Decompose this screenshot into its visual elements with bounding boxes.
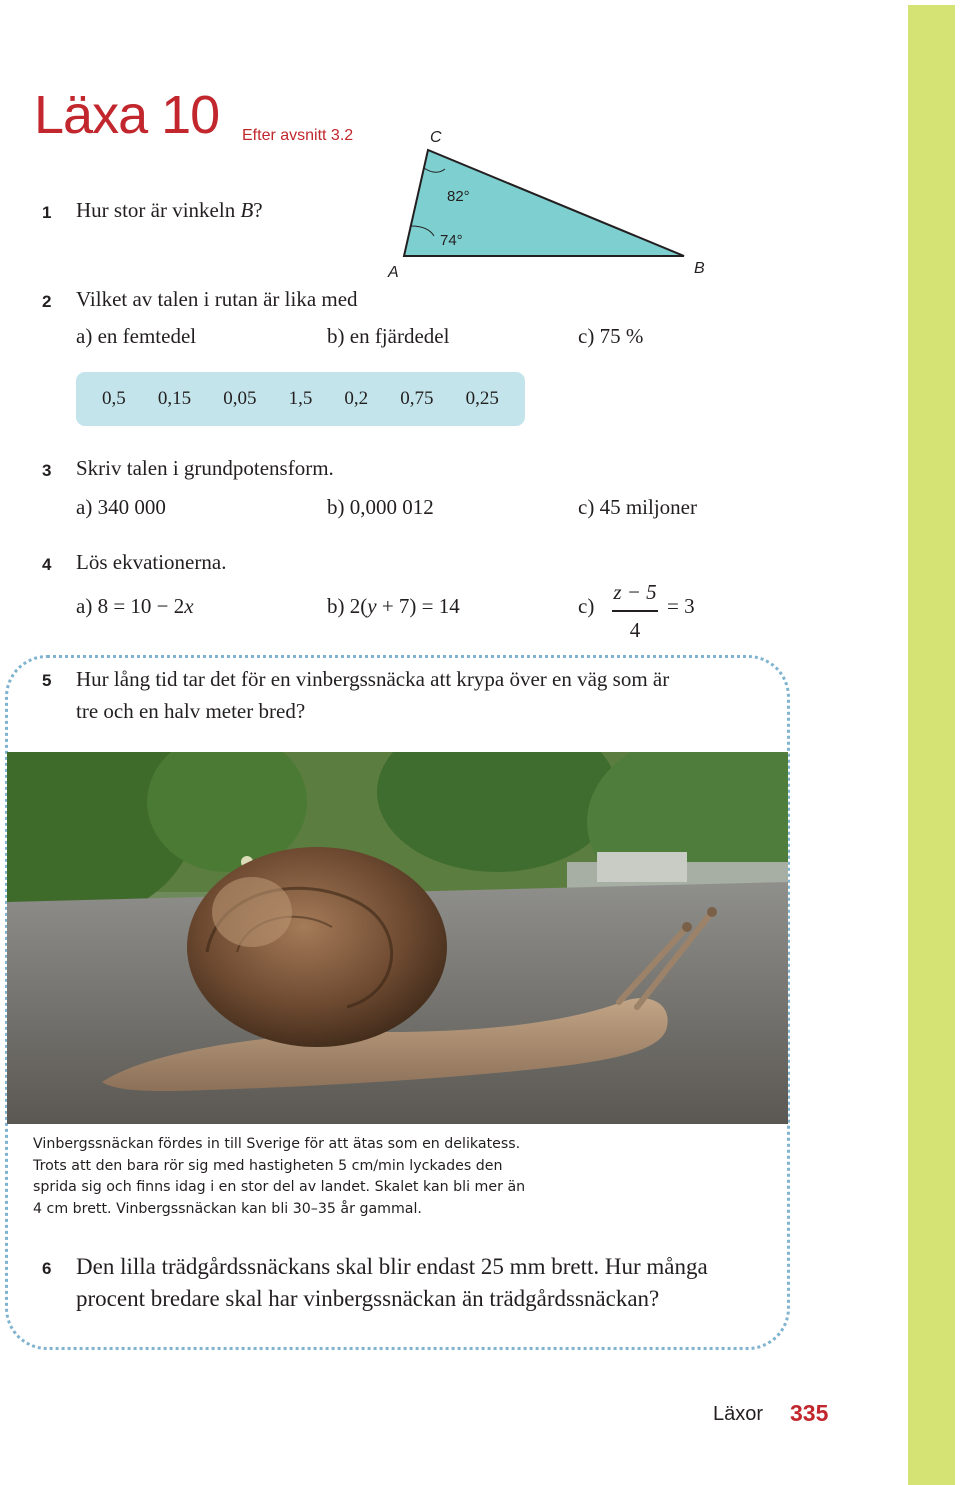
question-2-part-c: c) 75 % <box>578 324 644 348</box>
question-3-part-a: a) 340 000 <box>76 495 166 519</box>
angle-a-label: 74° <box>440 232 463 249</box>
question-1-text-end: ? <box>253 198 263 222</box>
vertex-a-label: A <box>388 264 399 280</box>
fraction <box>612 582 658 641</box>
equation-a-text: a) 8 = 10 − 2 <box>76 594 185 618</box>
number-box <box>76 372 525 426</box>
box-value: 0,75 <box>400 388 434 409</box>
box-value: 0,05 <box>223 388 257 409</box>
question-3-part-c: c) 45 miljoner <box>578 495 697 519</box>
footer-section-label: Läxor <box>713 1403 764 1425</box>
question-1-text <box>76 200 263 221</box>
question-4-part-b <box>327 596 460 617</box>
angle-c-label: 82° <box>447 188 470 205</box>
question-6-line-1: Den lilla trädgårdssnäckans skal blir endast 25 mm brett. Hur många <box>76 1254 708 1279</box>
question-5-line-1: Hur lång tid tar det för en vinbergssnäcka att krypa över en väg som är <box>76 667 670 691</box>
side-color-strip <box>908 5 955 1485</box>
question-2-number: 2 <box>42 292 52 311</box>
triangle-figure <box>380 120 720 280</box>
vertex-b-label: B <box>694 260 705 277</box>
question-2-part-b: b) en fjärdedel <box>327 324 450 348</box>
fraction-denominator: 4 <box>629 617 641 642</box>
equation-c-rhs: = 3 <box>667 594 695 618</box>
snail-photo <box>7 752 788 1124</box>
box-value: 0,5 <box>102 388 126 409</box>
question-5-line-2: tre och en halv meter bred? <box>76 699 306 723</box>
question-2-text: Vilket av talen i rutan är lika med <box>76 287 358 311</box>
page-title: Läxa 10 <box>34 85 220 145</box>
question-2-part-a: a) en femtedel <box>76 324 197 348</box>
question-5-number: 5 <box>42 671 52 690</box>
page-subtitle: Efter avsnitt 3.2 <box>242 127 354 144</box>
box-value: 0,15 <box>157 388 192 409</box>
equation-b-rest: + 7) = 14 <box>376 594 460 618</box>
fraction-numerator: z − 5 <box>613 580 657 604</box>
equation-b-text: b) 2( <box>327 594 368 618</box>
question-3-number: 3 <box>42 461 52 480</box>
question-4-part-c-label: c) <box>578 594 595 618</box>
caption-line: sprida sig och finns idag i en stor del av landet. Skalet kan bli mer än <box>33 1179 526 1195</box>
equation-a-variable: x <box>184 594 194 618</box>
vertex-c-label: C <box>430 129 442 146</box>
question-4-part-a <box>76 596 194 617</box>
question-3-part-b: b) 0,000 012 <box>327 495 434 519</box>
question-6-number: 6 <box>42 1259 52 1278</box>
question-3-text: Skriv talen i grundpotensform. <box>76 456 334 480</box>
box-value: 1,5 <box>288 388 313 409</box>
question-4-number: 4 <box>42 555 52 574</box>
question-6-line-2: procent bredare skal har vinbergssnäckan än trädgårdssnäckan? <box>76 1286 660 1311</box>
caption-line: Trots att den bara rör sig med hastigheten 5 cm/min lyckades den <box>33 1157 503 1174</box>
caption-line: 4 cm brett. Vinbergssnäckan kan bli 30–35 år gammal. <box>33 1200 422 1217</box>
question-1-number: 1 <box>42 203 52 222</box>
photo-caption <box>33 1134 593 1220</box>
question-1-text-start: Hur stor är vinkeln <box>76 198 241 222</box>
box-value: 0,25 <box>465 388 499 409</box>
box-value: 0,2 <box>344 388 369 409</box>
fraction-bar <box>612 610 658 612</box>
question-1-variable: B <box>240 198 254 222</box>
question-4-text: Lös ekvationerna. <box>76 550 227 574</box>
caption-line: Vinbergssnäckan fördes in till Sverige för att ätas som en delikatess. <box>33 1136 521 1152</box>
equation-b-variable: y <box>367 594 377 618</box>
page-number: 335 <box>790 1400 829 1426</box>
